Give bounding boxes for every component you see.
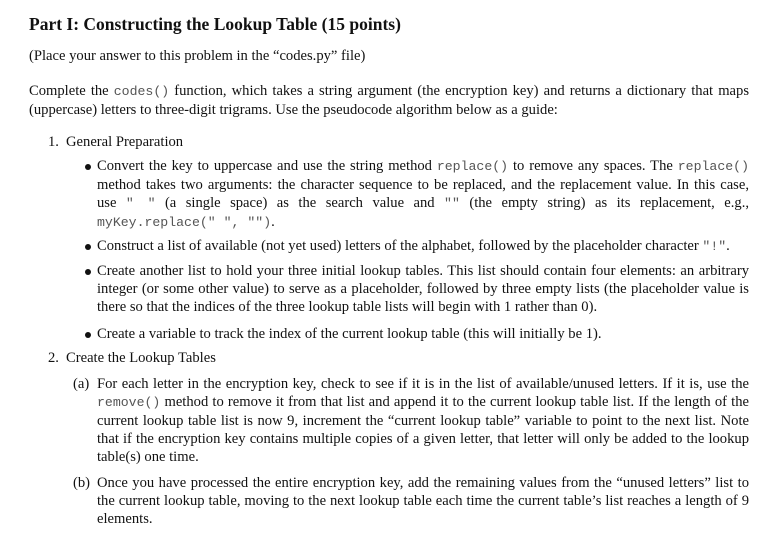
bullet-4-dot (85, 332, 91, 338)
placeholder-char-code: "!" (702, 239, 727, 254)
intro-text-b: function, which takes a string argument (the encryption key) and returns a dictionary that maps (uppercase) letters to three-digit trigrams. Use the pseudocode algorithm below as a guide: (29, 83, 749, 118)
answer-location-note: (Place your answer to this problem in the “codes.py” file) (29, 48, 366, 64)
sub-a-text: For each letter in the encryption key, check to see if it is in the list of available/unused letters. If it is, use the remove() method to remove it from that list and append it to the current lookup table list. If the length of the current lookup table list is now 9, increment the “current lookup table” variable to point to the next list. Note that if the encryption key contains multiple copies of a given letter, that letter will only be added to the lookup table(s) one time. (97, 376, 749, 465)
replace-example-code: myKey.replace(" ", "") (97, 215, 272, 230)
sub-b-marker: (b) (73, 475, 91, 491)
bullet-1-text: Convert the key to uppercase and use the string method replace() to remove any spaces. The replace() method takes two arguments: the character sequence to be replaced, and the replacement value. In this case, use " " (a single space) as the search value and "" (the empty string) as its replacement, e.g., myKey.replace(" ", ""). (97, 158, 749, 230)
intro-text-a: Complete the (29, 83, 114, 99)
step-1-marker: 1. (48, 134, 59, 150)
sub-b-text: Once you have processed the entire encryption key, add the remaining values from the “unused letters” list to the current lookup table, moving to the next lookup table each time the current table’s list reaches a length of 9 elements. (97, 475, 749, 527)
replace-method-code-2: replace() (677, 159, 749, 174)
bullet-2-text: Construct a list of available (not yet used) letters of the alphabet, followed by the placeholder character "!". (97, 238, 730, 254)
replace-method-code: replace() (436, 159, 509, 174)
section-heading: Part I: Constructing the Lookup Table (15 points) (29, 14, 401, 34)
intro-paragraph (29, 82, 749, 119)
codes-function-code: codes() (113, 84, 170, 99)
bullet-4-text: Create a variable to track the index of the current lookup table (this will initially be 1). (97, 326, 602, 342)
step-2-title: Create the Lookup Tables (66, 350, 216, 366)
step-2-marker: 2. (48, 350, 59, 366)
sub-a-marker: (a) (73, 376, 90, 392)
bullet-3-dot (85, 269, 91, 275)
bullet-3-text: Create another list to hold your three initial lookup tables. This list should contain four elements: an arbitrary integer (or some other value) to serve as a placeholder, followed by three empty lists (the placeholder value is there so that the indices of the three lookup table lists will begin with 1 rather than 0). (97, 263, 749, 315)
bullet-1-dot (85, 164, 91, 170)
empty-string-code: "" (444, 196, 460, 211)
bullet-2-dot (85, 244, 91, 250)
remove-method-code: remove() (97, 395, 161, 410)
space-string-code: " " (125, 196, 156, 211)
step-1-title: General Preparation (66, 134, 184, 150)
